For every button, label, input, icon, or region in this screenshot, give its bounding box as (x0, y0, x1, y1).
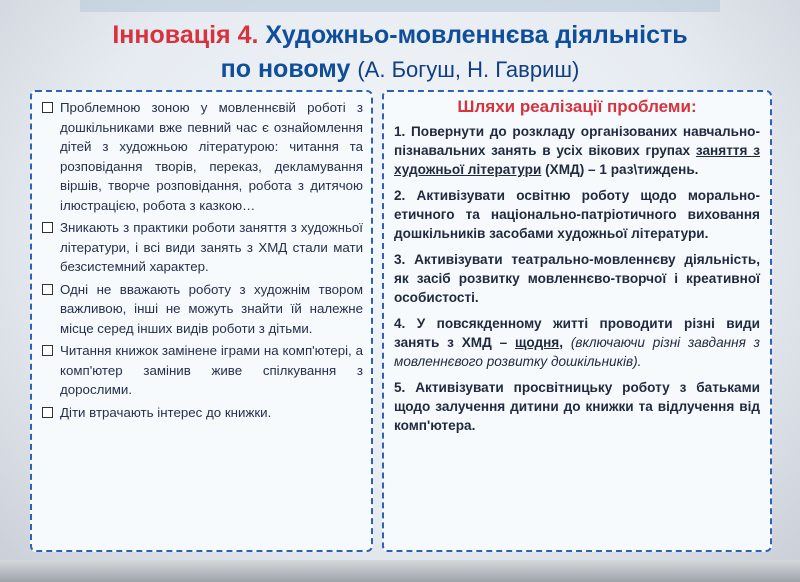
solution-item-4 (394, 314, 760, 371)
solution-1-tail: (ХМД) – 1 раз\тиждень. (541, 162, 699, 177)
checkbox-icon (42, 407, 53, 418)
checkbox-icon (42, 284, 53, 295)
title-prefix: Інновація 4. (112, 21, 259, 49)
title-main-line2: по новому (220, 55, 351, 83)
solutions-panel (382, 90, 772, 552)
top-strip (80, 0, 720, 12)
solution-1-text: 1. Повернути до розкладу організованих навчально-пізнавальних занять в усіх вікових групах (394, 124, 760, 158)
problem-item (40, 403, 363, 423)
problem-item (40, 341, 363, 400)
solution-4-underlined: щодня (515, 335, 560, 350)
checkbox-icon (42, 345, 53, 356)
solution-item-5: 5. Активізувати просвітницьку роботу з батьками щодо залучення дитини до книжки та відлучення від комп'ютера. (394, 380, 760, 433)
solution-4-text: 4. У повсякденному житті проводити різні види занять з ХМД – (394, 316, 760, 350)
solution-4-tail: ). (633, 354, 642, 369)
problem-text: Одні не вважають роботу з художнім твором важливою, інші не можуть знайти їй належне місце серед інших видів роботи з дітьми. (60, 281, 363, 336)
problem-text: Проблемною зоною у мовленнєвій роботі з дошкільниками вже певний час є ознайомлення дітей з художньою літературою: читання та розповідання творів, переказ, декламування віршів, творче розповідання, робота з дитячою ілюстрацією, робота з казкою… (60, 100, 363, 213)
checkbox-icon (42, 222, 53, 233)
solution-4-italic: (включаючи різні завдання з мовленнєвого розвитку дошкільників (394, 335, 761, 369)
title-main-line1: Художньо-мовленнєва діяльність (265, 21, 688, 49)
title-authors: (А. Богуш, Н. Гавриш) (357, 57, 580, 82)
screen-bottom-bezel (0, 560, 800, 582)
problems-panel (30, 90, 373, 552)
problem-text: Читання книжок замінене іграми на комп'ютері, а комп'ютер замінив живе спілкування з дорослими. (60, 343, 363, 397)
problem-item (40, 280, 363, 339)
solutions-heading: Шляхи реалізації проблеми: (457, 97, 697, 116)
solution-item-1 (394, 122, 760, 179)
problem-text: Зникають з практики роботи заняття з художньої літератури, і всі види занять з ХМД стали мати безсистемний характер. (60, 220, 363, 274)
solution-item-3: 3. Активізувати театрально-мовленнєву діяльність, як засіб розвитку мовленнєво-творчої і креативної особистості. (394, 252, 760, 305)
problem-item (40, 98, 363, 215)
problem-item (40, 218, 363, 277)
checkbox-icon (42, 102, 53, 113)
problem-text: Діти втрачають інтерес до книжки. (60, 404, 272, 420)
solution-1-underlined: заняття з художньої літератури (394, 143, 760, 177)
solution-item-2: 2. Активізувати освітню роботу щодо морально-етичного та національно-патріотичного виховання дошкільників засобами художньої літератури. (394, 188, 760, 241)
solution-4-sep: , (559, 335, 571, 350)
slide-title (40, 18, 760, 87)
